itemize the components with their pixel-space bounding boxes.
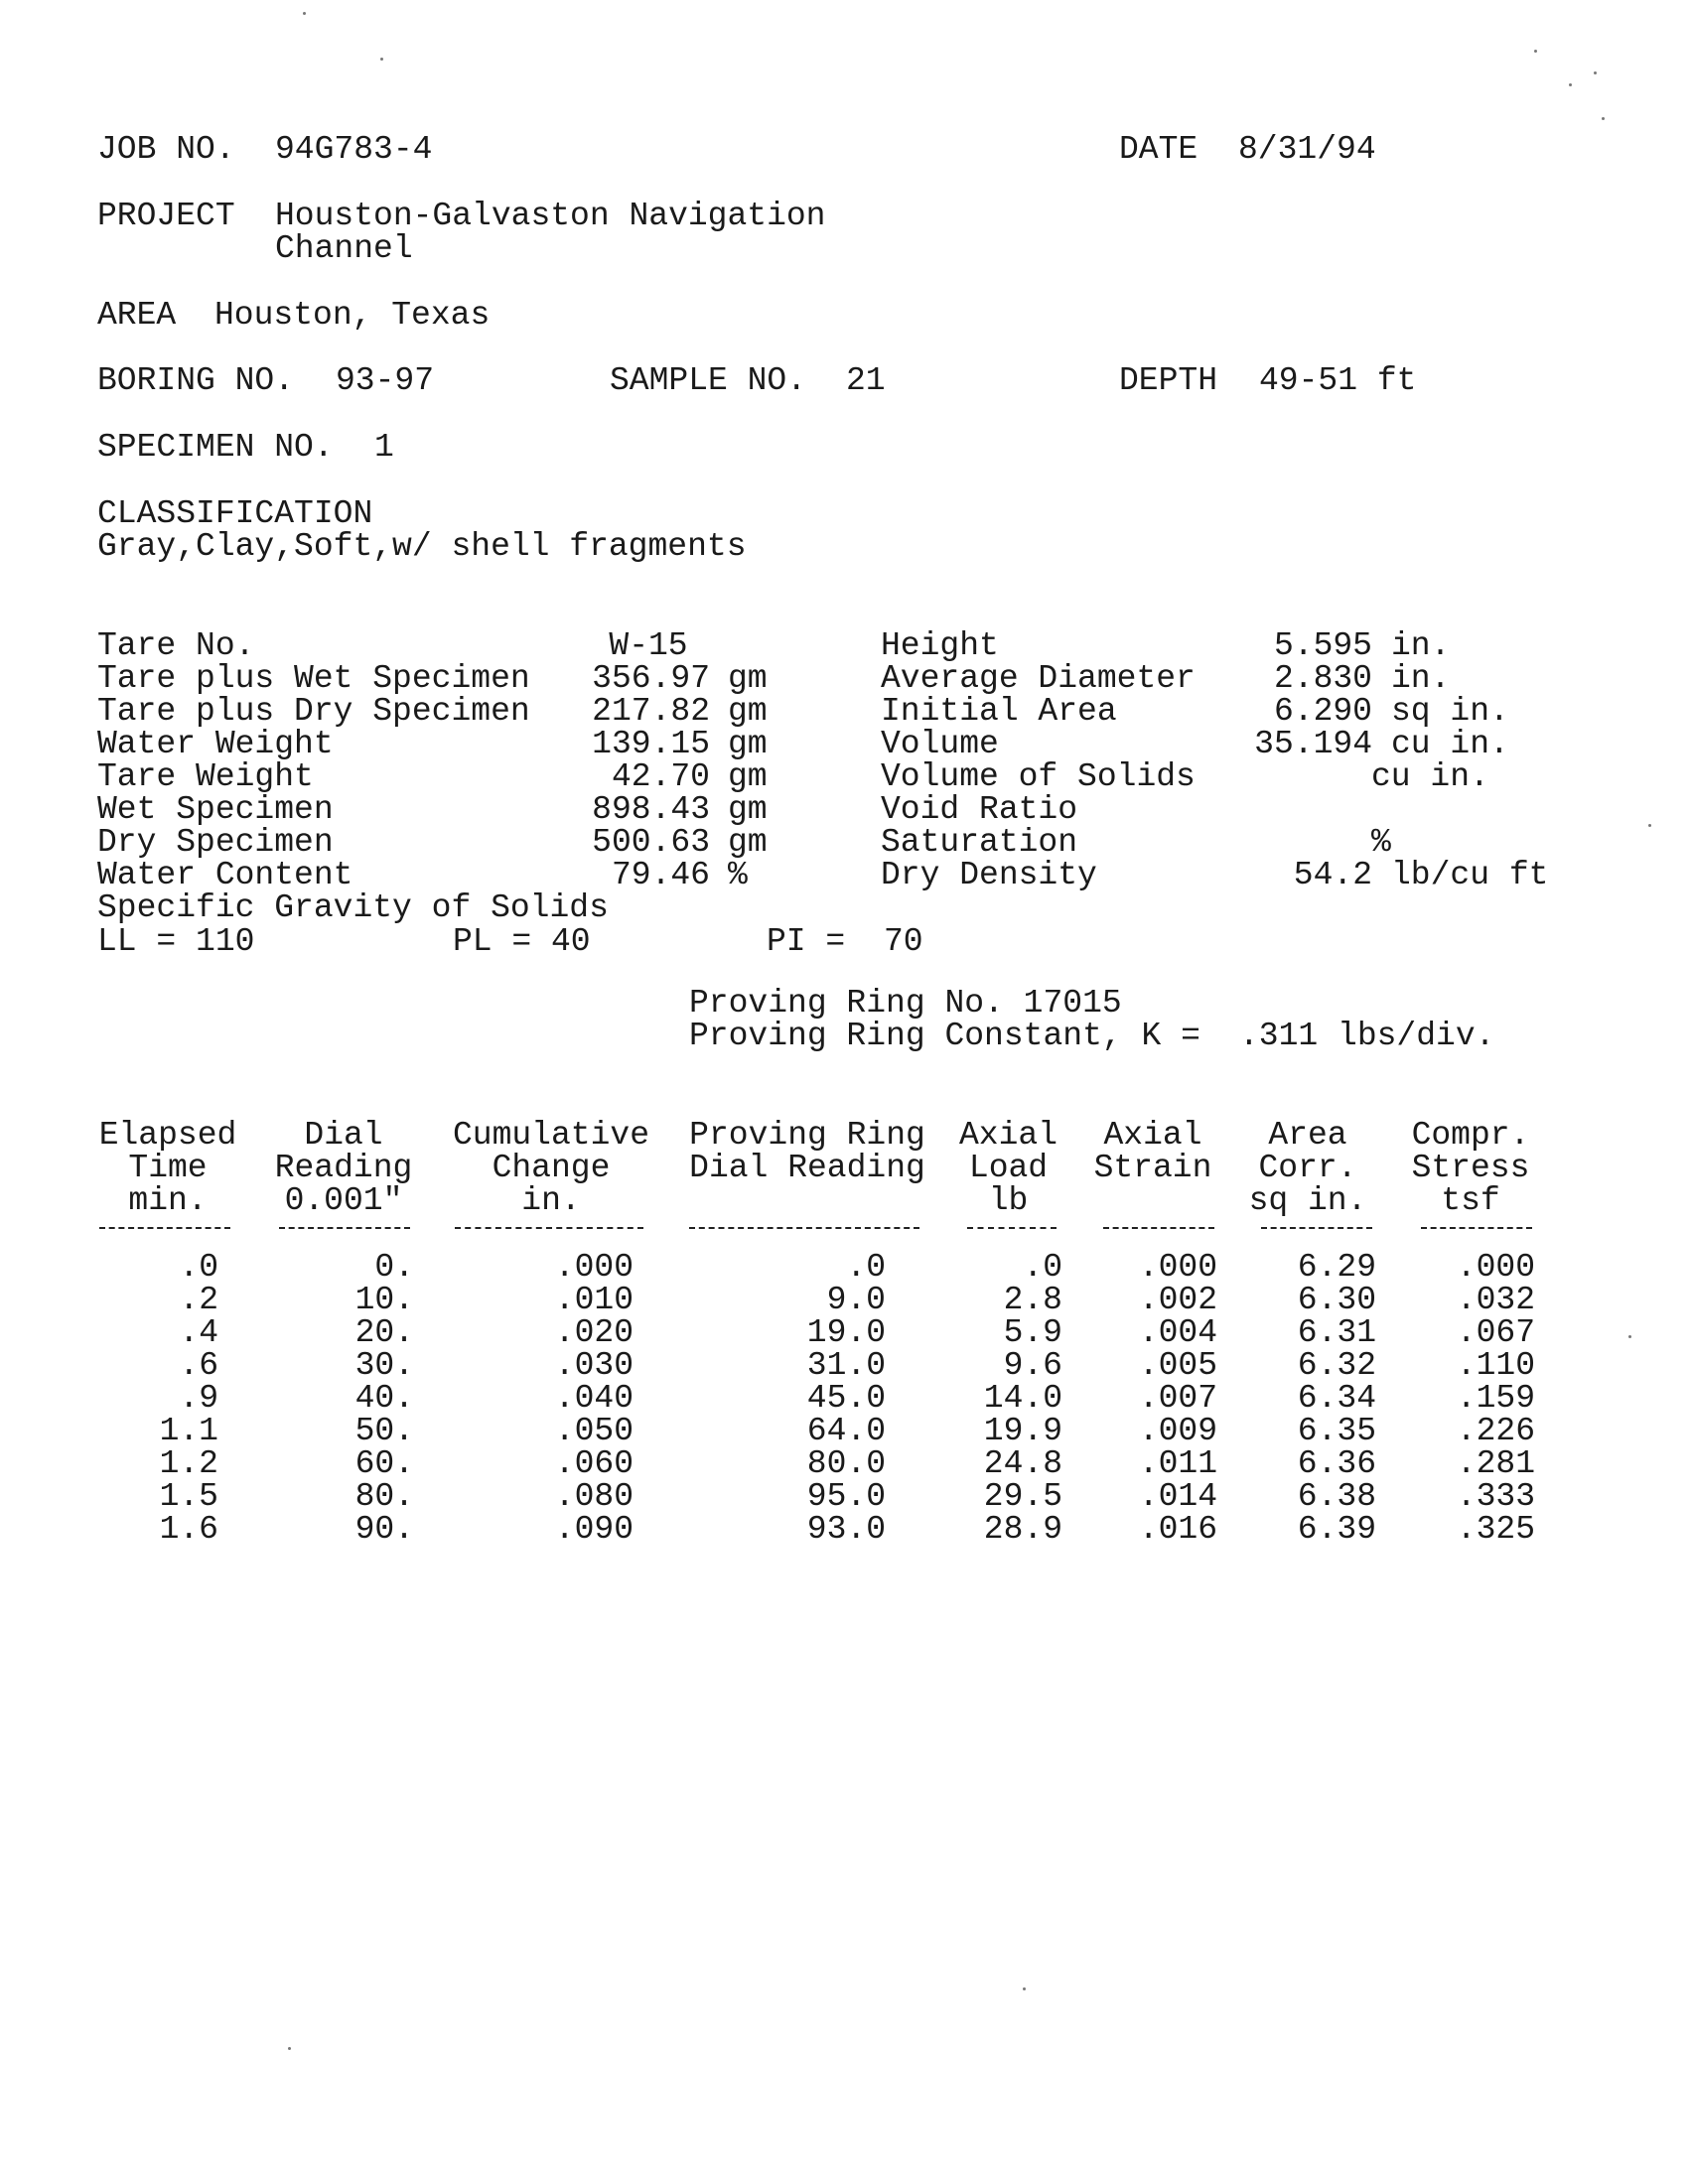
header-rule	[689, 1227, 919, 1229]
header-rule	[99, 1227, 230, 1229]
cell-proving-ring-dial: 31.0	[806, 1347, 886, 1384]
property-label: Volume of Solids	[881, 758, 1196, 795]
cell-proving-ring-dial: .0	[846, 1249, 886, 1286]
cell-cumulative-change: .090	[554, 1511, 634, 1548]
cell-cumulative-change: .020	[554, 1314, 634, 1351]
property-label: Initial Area	[881, 693, 1117, 730]
sample-no-label: SAMPLE NO.	[610, 362, 807, 399]
property-value: 54.2	[1293, 857, 1372, 893]
cell-compr-stress: .032	[1456, 1282, 1535, 1318]
property-label: Height	[881, 627, 999, 664]
cell-proving-ring-dial: 80.0	[806, 1445, 886, 1482]
property-value: 500.63	[592, 824, 710, 861]
cell-cumulative-change: .040	[554, 1380, 634, 1417]
depth-value: 49-51 ft	[1259, 362, 1417, 399]
cell-elapsed-time: .4	[179, 1314, 218, 1351]
col-header-area-corr: Area Corr. sq in.	[1248, 1117, 1367, 1219]
property-unit: gm	[728, 824, 768, 861]
property-unit: %	[728, 857, 748, 893]
property-label: Specific Gravity of Solids	[97, 889, 609, 926]
date-value: 8/31/94	[1238, 131, 1376, 168]
scan-speck	[1023, 1987, 1026, 1990]
cell-elapsed-time: .2	[179, 1282, 218, 1318]
property-unit: cu in.	[1371, 758, 1489, 795]
cell-axial-strain: .016	[1138, 1511, 1217, 1548]
project-label: PROJECT	[97, 198, 235, 234]
cell-area-corr: 6.36	[1297, 1445, 1376, 1482]
proving-ring-constant-label: Proving Ring Constant, K =	[689, 1018, 1200, 1054]
cell-compr-stress: .067	[1456, 1314, 1535, 1351]
col-header-compr-stress: Compr. Stress tsf	[1411, 1117, 1530, 1219]
property-unit: gm	[728, 660, 768, 697]
property-unit: sq in.	[1391, 693, 1509, 730]
plastic-limit-label: PL =	[453, 923, 532, 960]
cell-area-corr: 6.38	[1297, 1478, 1376, 1515]
cell-axial-strain: .007	[1138, 1380, 1217, 1417]
cell-cumulative-change: .030	[554, 1347, 634, 1384]
cell-axial-strain: .009	[1138, 1413, 1217, 1449]
property-unit: gm	[728, 726, 768, 762]
cell-cumulative-change: .080	[554, 1478, 634, 1515]
cell-proving-ring-dial: 95.0	[806, 1478, 886, 1515]
cell-axial-load: 5.9	[1003, 1314, 1062, 1351]
cell-area-corr: 6.30	[1297, 1282, 1376, 1318]
col-header-axial-strain: Axial Strain	[1093, 1117, 1212, 1186]
project-name-line1: Houston-Galvaston Navigation	[275, 198, 826, 234]
col-header-axial-load: Axial Load lb	[958, 1117, 1058, 1219]
job-no-value: 94G783-4	[275, 131, 433, 168]
cell-axial-load: 2.8	[1003, 1282, 1062, 1318]
cell-axial-strain: .000	[1138, 1249, 1217, 1286]
property-label: Tare plus Wet Specimen	[97, 660, 530, 697]
cell-axial-load: 14.0	[983, 1380, 1062, 1417]
cell-cumulative-change: .010	[554, 1282, 634, 1318]
header-rule	[455, 1227, 643, 1229]
scan-speck	[1628, 1335, 1631, 1338]
property-unit: cu in.	[1391, 726, 1509, 762]
date-label: DATE	[1119, 131, 1198, 168]
cell-elapsed-time: .6	[179, 1347, 218, 1384]
cell-area-corr: 6.32	[1297, 1347, 1376, 1384]
scan-speck	[1648, 824, 1651, 827]
cell-area-corr: 6.35	[1297, 1413, 1376, 1449]
property-label: Dry Specimen	[97, 824, 334, 861]
cell-cumulative-change: .050	[554, 1413, 634, 1449]
plasticity-index-value: 70	[884, 923, 923, 960]
property-value: 5.595	[1273, 627, 1372, 664]
cell-proving-ring-dial: 64.0	[806, 1413, 886, 1449]
property-label: Average Diameter	[881, 660, 1196, 697]
cell-axial-strain: .002	[1138, 1282, 1217, 1318]
scan-speck	[303, 12, 306, 15]
cell-elapsed-time: .0	[179, 1249, 218, 1286]
cell-dial-reading: 30.	[354, 1347, 414, 1384]
sample-no-value: 21	[846, 362, 886, 399]
property-label: Wet Specimen	[97, 791, 334, 828]
property-unit: lb/cu ft	[1391, 857, 1549, 893]
cell-elapsed-time: 1.5	[159, 1478, 218, 1515]
cell-compr-stress: .333	[1456, 1478, 1535, 1515]
cell-axial-load: 28.9	[983, 1511, 1062, 1548]
cell-area-corr: 6.29	[1297, 1249, 1376, 1286]
scan-speck	[380, 58, 383, 61]
cell-compr-stress: .159	[1456, 1380, 1535, 1417]
specimen-no-label: SPECIMEN NO.	[97, 429, 334, 466]
property-label: Tare No.	[97, 627, 255, 664]
scan-speck	[1569, 83, 1572, 86]
cell-area-corr: 6.34	[1297, 1380, 1376, 1417]
cell-axial-load: .0	[1023, 1249, 1062, 1286]
cell-dial-reading: 60.	[354, 1445, 414, 1482]
cell-dial-reading: 80.	[354, 1478, 414, 1515]
property-value: 2.830	[1273, 660, 1372, 697]
property-label: Saturation	[881, 824, 1078, 861]
plasticity-index-label: PI =	[767, 923, 846, 960]
property-unit: in.	[1391, 660, 1451, 697]
property-value: 6.290	[1273, 693, 1372, 730]
header-rule	[1103, 1227, 1214, 1229]
cell-compr-stress: .110	[1456, 1347, 1535, 1384]
property-unit: gm	[728, 791, 768, 828]
cell-area-corr: 6.39	[1297, 1511, 1376, 1548]
cell-compr-stress: .281	[1456, 1445, 1535, 1482]
scan-speck	[1602, 117, 1605, 120]
property-value: 356.97	[592, 660, 710, 697]
boring-no-label: BORING NO.	[97, 362, 295, 399]
cell-proving-ring-dial: 45.0	[806, 1380, 886, 1417]
scan-speck	[1594, 71, 1597, 74]
job-no-label: JOB NO.	[97, 131, 235, 168]
col-header-cumulative-change: Cumulative Change in.	[452, 1117, 650, 1219]
property-label: Volume	[881, 726, 999, 762]
cell-axial-load: 9.6	[1003, 1347, 1062, 1384]
header-rule	[1421, 1227, 1532, 1229]
cell-dial-reading: 20.	[354, 1314, 414, 1351]
cell-axial-strain: .005	[1138, 1347, 1217, 1384]
property-value: 35.194	[1254, 726, 1372, 762]
property-unit: in.	[1391, 627, 1451, 664]
cell-axial-strain: .014	[1138, 1478, 1217, 1515]
cell-dial-reading: 50.	[354, 1413, 414, 1449]
cell-axial-load: 24.8	[983, 1445, 1062, 1482]
header-rule	[1261, 1227, 1372, 1229]
classification-value: Gray,Clay,Soft,w/ shell fragments	[97, 528, 747, 565]
property-value: 217.82	[592, 693, 710, 730]
cell-proving-ring-dial: 19.0	[806, 1314, 886, 1351]
property-unit: gm	[728, 693, 768, 730]
property-value: 79.46	[611, 857, 710, 893]
cell-elapsed-time: 1.6	[159, 1511, 218, 1548]
cell-dial-reading: 10.	[354, 1282, 414, 1318]
property-label: Tare Weight	[97, 758, 314, 795]
scan-speck	[288, 2047, 291, 2050]
area-value: Houston, Texas	[214, 297, 491, 334]
cell-axial-load: 29.5	[983, 1478, 1062, 1515]
depth-label: DEPTH	[1119, 362, 1218, 399]
cell-dial-reading: 0.	[374, 1249, 414, 1286]
col-header-proving-ring-dial: Proving Ring Dial Reading	[689, 1117, 925, 1186]
cell-axial-strain: .011	[1138, 1445, 1217, 1482]
cell-compr-stress: .325	[1456, 1511, 1535, 1548]
classification-label: CLASSIFICATION	[97, 495, 373, 532]
liquid-limit: LL = 110	[97, 923, 255, 960]
cell-dial-reading: 90.	[354, 1511, 414, 1548]
proving-ring-constant-value: .311 lbs/div.	[1239, 1018, 1495, 1054]
property-label: Water Weight	[97, 726, 334, 762]
col-header-elapsed-time: Elapsed Time min.	[98, 1117, 237, 1219]
property-value: 898.43	[592, 791, 710, 828]
plastic-limit-value: 40	[551, 923, 591, 960]
cell-cumulative-change: .060	[554, 1445, 634, 1482]
property-unit: %	[1371, 824, 1391, 861]
cell-proving-ring-dial: 93.0	[806, 1511, 886, 1548]
cell-axial-strain: .004	[1138, 1314, 1217, 1351]
cell-dial-reading: 40.	[354, 1380, 414, 1417]
property-value: W-15	[609, 627, 688, 664]
property-label: Tare plus Dry Specimen	[97, 693, 530, 730]
property-label: Void Ratio	[881, 791, 1078, 828]
cell-elapsed-time: 1.1	[159, 1413, 218, 1449]
boring-no-value: 93-97	[336, 362, 435, 399]
proving-ring-number: Proving Ring No. 17015	[689, 985, 1122, 1022]
area-label: AREA	[97, 297, 177, 334]
cell-proving-ring-dial: 9.0	[826, 1282, 886, 1318]
cell-axial-load: 19.9	[983, 1413, 1062, 1449]
property-label: Dry Density	[881, 857, 1097, 893]
property-label: Water Content	[97, 857, 353, 893]
col-header-dial-reading: Dial Reading 0.001"	[274, 1117, 413, 1219]
scan-speck	[1534, 50, 1537, 53]
property-unit: gm	[728, 758, 768, 795]
property-value: 42.70	[611, 758, 710, 795]
header-rule	[967, 1227, 1057, 1229]
property-value: 139.15	[592, 726, 710, 762]
cell-compr-stress: .226	[1456, 1413, 1535, 1449]
specimen-no-value: 1	[374, 429, 394, 466]
cell-area-corr: 6.31	[1297, 1314, 1376, 1351]
cell-elapsed-time: .9	[179, 1380, 218, 1417]
cell-cumulative-change: .000	[554, 1249, 634, 1286]
cell-elapsed-time: 1.2	[159, 1445, 218, 1482]
project-name-line2: Channel	[275, 230, 413, 267]
cell-compr-stress: .000	[1456, 1249, 1535, 1286]
header-rule	[279, 1227, 410, 1229]
